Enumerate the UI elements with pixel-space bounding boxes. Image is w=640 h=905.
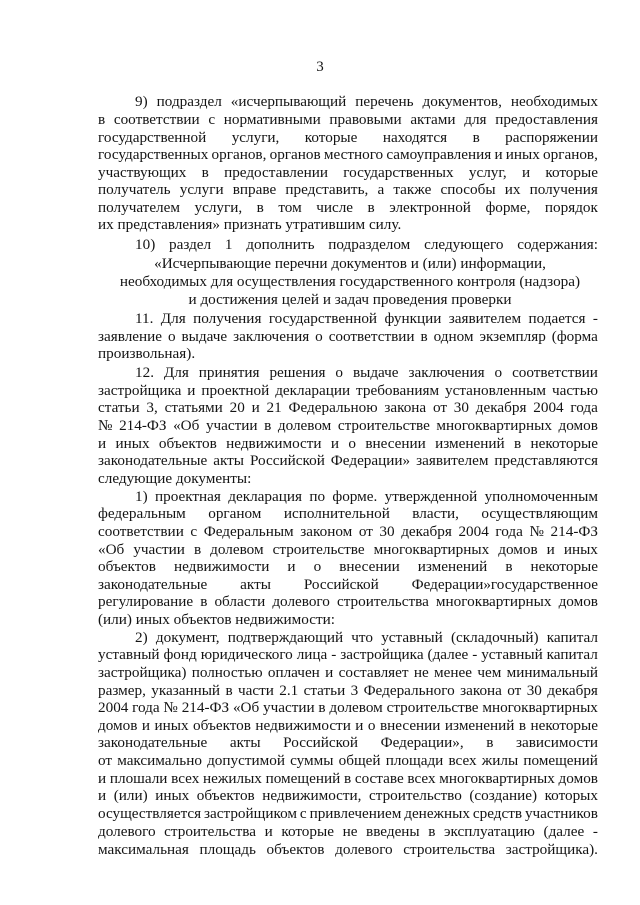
text-line: (или) иных объектов недвижимости: bbox=[98, 610, 335, 628]
page-number: 3 bbox=[316, 59, 324, 75]
text-line: № 214-ФЗ «Об участии в долевом строительстве многоквартирных домов bbox=[98, 416, 598, 434]
text-line: законодательные акты Российской Федерации» заявителем представляются bbox=[98, 451, 598, 469]
text-line: федеральным органом исполнительной власти, осуществляющим bbox=[98, 505, 598, 523]
text-line: максимальная площадь объектов долевого строительства застройщика). bbox=[98, 841, 598, 858]
text-line: размер, указанный в части 2.1 статьи 3 Федерального закона от 30 декабря bbox=[98, 682, 598, 700]
text-line: «Об участии в долевом строительстве многоквартирных домов и иных bbox=[98, 540, 598, 558]
text-line: в соответствии с нормативными правовыми актами для предоставления bbox=[98, 110, 598, 128]
text-line: осуществляется застройщиком с привлечением денежных средств участников bbox=[98, 805, 598, 823]
text-line: их представления» признать утратившим силу. bbox=[98, 216, 402, 234]
text-line: получатель услуги вправе представить, а также способы их получения bbox=[98, 181, 598, 199]
text-line: участвующих в предоставлении государственных услуг, и которые bbox=[98, 163, 598, 181]
text-line: 9) подраздел «исчерпывающий перечень документов, необходимых bbox=[135, 93, 598, 110]
text-line: необходимых для осуществления государственного контроля (надзора) bbox=[119, 273, 581, 291]
text-line: уставный фонд юридического лица - застройщика (далее - уставный капитал bbox=[98, 646, 598, 664]
text-line: домов и иных объектов недвижимости и о внесении изменений в некоторые bbox=[98, 716, 598, 734]
text-line: 2) документ, подтверждающий что уставный (складочный) капитал bbox=[135, 629, 598, 647]
text-line: и иных объектов недвижимости и о внесении изменений в некоторые bbox=[98, 434, 598, 452]
text-line: произвольная). bbox=[98, 345, 196, 363]
text-line: статьи 3, статьями 20 и 21 Федеральною закона от 30 декабря 2004 года bbox=[98, 399, 598, 416]
text-line: 1) проектная декларация по форме. утвержденной уполномоченным bbox=[135, 488, 598, 506]
text-line: 2004 года № 214-ФЗ «Об участии в долевом строительстве многоквартирных bbox=[98, 699, 598, 717]
text-line: 11. Для получения государственной функции заявителем подается - bbox=[135, 309, 598, 327]
text-line: законодательные акты Российской Федерации»государственное bbox=[98, 575, 598, 593]
text-line: и плошали всех нежилых помещений в составе всех многоквартирных домов bbox=[98, 769, 598, 787]
text-line: 10) раздел 1 дополнить подразделом следующего содержания: bbox=[135, 235, 598, 253]
text-line: застройщика и проектной декларации требованиям установленным частью bbox=[98, 382, 598, 399]
text-line: объектов недвижимости и о внесении изменений в некоторые bbox=[98, 557, 598, 575]
text-line: государственных органов, органов местного самоуправления и иных органов, bbox=[98, 145, 598, 163]
text-line: и достижения целей и задач проведения проверки bbox=[188, 291, 512, 309]
text-line: следующие документы: bbox=[98, 469, 252, 487]
text-line: соответствии с Федеральным законом от 30 декабря 2004 года № 214-ФЗ bbox=[98, 523, 598, 541]
text-line: 12. Для принятия решения о выдаче заключения о соответствии bbox=[135, 364, 598, 382]
text-line: долевого строительства и которые не введены в эксплуатацию (далее - bbox=[98, 823, 598, 841]
text-line: заявление о выдаче заключения о соответствии в одном экземпляр (форма bbox=[98, 327, 598, 345]
text-line: «Исчерпывающие перечни документов и (или) информации, bbox=[154, 255, 546, 273]
text-line: и (или) иных объектов недвижимости, строительство (создание) которых bbox=[98, 787, 598, 805]
text-line: от максимально допустимой суммы общей площади всех жилы помещений bbox=[98, 751, 598, 769]
text-line: застройщика) полностью оплачен и составляет не менее чем минимальный bbox=[98, 664, 598, 682]
text-line: получателем услуги, в том числе в электронной форме, порядок bbox=[98, 199, 598, 217]
text-line: законодательные акты Российской Федерации», в зависимости bbox=[98, 733, 598, 751]
text-line: регулирование в области долевого строительства многоквартирных домов bbox=[98, 592, 598, 610]
text-line: государственной услуги, которые находятся в распоряжении bbox=[98, 128, 598, 146]
